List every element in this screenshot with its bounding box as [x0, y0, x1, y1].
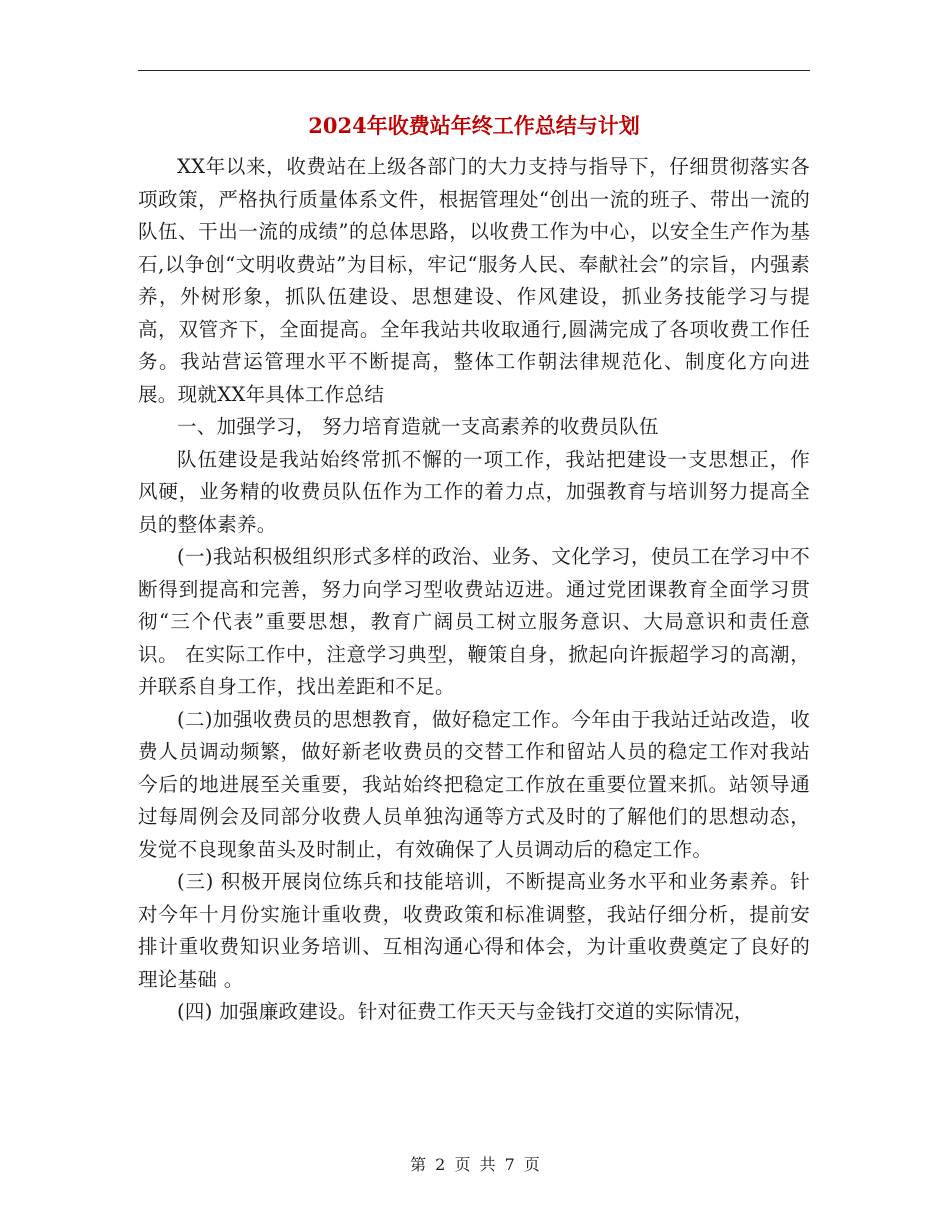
paragraph-team-building: 队伍建设是我站始终常抓不懈的一项工作，我站把建设一支思想正，作风硬，业务精的收费员队伍作为工作的着力点，加强教育与培训努力提高全员的整体素养。: [138, 447, 810, 536]
paragraph-intro: XX年以来，收费站在上级各部门的大力支持与指导下，仔细贯彻落实各项政策，严格执行质量体系文件，根据管理处“创出一流的班子、带出一流的队伍、干出一流的成绩”的总体思路，以收费工作为中心，以安全生产作为基石,以争创“文明收费站”为目标，牢记“服务人民、奉献社会”的宗旨，内强素养，外树形象，抓队伍建设、思想建设、作风建设，抓业务技能学习与提高，双管齐下，全面提高。全年我站共收取通行,圆满完成了各项收费工作任务。我站营运管理水平不断提高，整体工作朝法律规范化、制度化方向进展。现就XX年具体工作总结: [138, 155, 810, 406]
paragraph-item-3: (三) 积极开展岗位练兵和技能培训，不断提高业务水平和业务素养。针对今年十月份实施计重收费，收费政策和标准调整，我站仔细分析，提前安排计重收费知识业务培训、互相沟通心得和体会，为计重收费奠定了良好的理论基础 。: [138, 870, 810, 991]
document-body: [138, 151, 810, 1029]
document-title: 2024年收费站年终工作总结与计划: [308, 113, 640, 138]
page-number: 第 2 页 共 7 页: [410, 1155, 540, 1174]
paragraph-item-2: (二)加强收费员的思想教育，做好稳定工作。今年由于我站迁站改造，收费人员调动频繁，做好新老收费员的交替工作和留站人员的稳定工作对我站今后的地进展至关重要，我站始终把稳定工作放在重要位置来抓。站领导通过每周例会及同部分收费人员单独沟通等方式及时的了解他们的思想动态，发觉不良现象苗头及时制止，有效确保了人员调动后的稳定工作。: [138, 707, 810, 861]
paragraph-item-1: (一)我站积极组织形式多样的政治、业务、文化学习，使员工在学习中不断得到提高和完善，努力向学习型收费站迈进。通过党团课教育全面学习贯彻“三个代表”重要思想，教育广阔员工树立服务意识、大局意识和责任意识。 在实际工作中，注意学习典型，鞭策自身，掀起向许振超学习的高潮，并联系自身工作，找出差距和不足。: [138, 545, 810, 698]
section-heading-1: 一、加强学习， 努力培育造就一支高素养的收费员队伍: [177, 415, 659, 438]
paragraph-item-4: (四) 加强廉政建设。针对征费工作天天与金钱打交道的实际情况，: [177, 1000, 754, 1023]
header-rule: [138, 70, 810, 71]
